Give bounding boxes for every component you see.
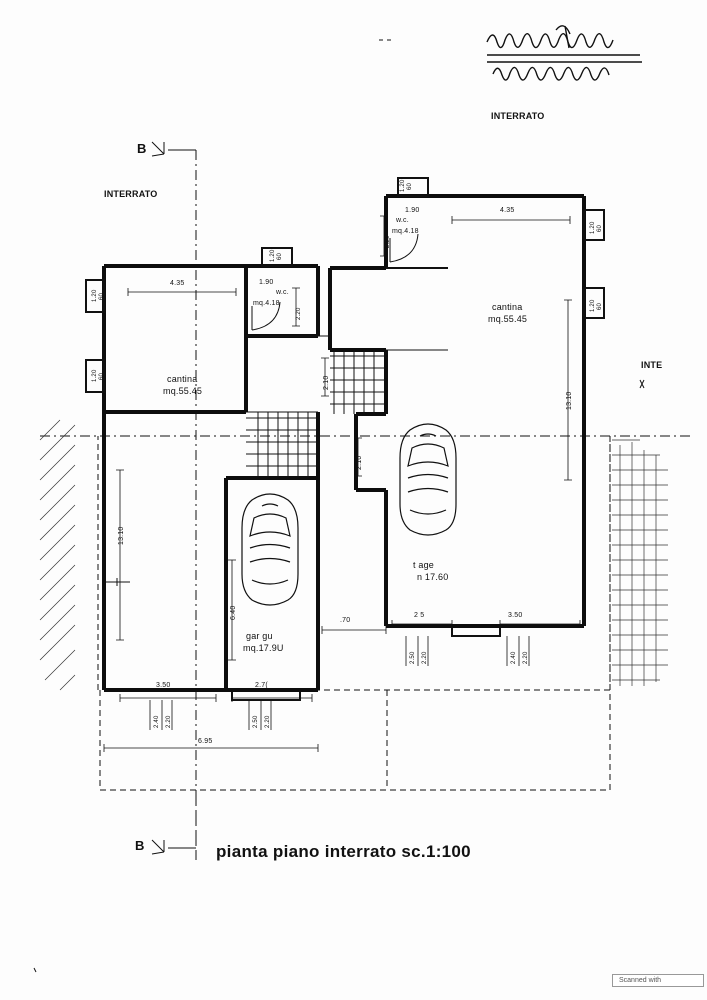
car-right-icon (400, 424, 456, 535)
dim-2-10-b: 2.10 (356, 455, 363, 470)
window-tag-2-w: 1.20 (92, 369, 98, 382)
room-area-cantina-right: mq.55.45 (488, 314, 528, 324)
dim-3-50-left: 3.50 (156, 682, 171, 689)
stairs-right (318, 336, 448, 414)
window-tag-3-h: 60 (277, 252, 283, 260)
window-tag-5-w: 1.20 (590, 221, 596, 234)
sill-2-20-c: 2.20 (422, 651, 428, 664)
sill-2-20-d: 2.20 (523, 651, 529, 664)
dim-6-40: 6.40 (230, 605, 237, 620)
section-mark-b-bottom: B (135, 838, 145, 853)
wc-right-name: w.c. (396, 217, 409, 224)
room-label-garage-left: gar gu (246, 631, 273, 641)
section-arrow-top (152, 142, 196, 156)
dim-13-10-right: 13.10 (566, 391, 573, 410)
header-scribble-icon (487, 26, 642, 80)
left-unit-walls (86, 266, 318, 690)
dim-2-20-a: 2.20 (296, 307, 302, 320)
room-label-garage-right: t age (413, 560, 435, 570)
window-tag-4-w: 1.20 (400, 179, 406, 192)
dim-4-35-right: 4.35 (500, 207, 515, 214)
dimension-lines (104, 216, 580, 752)
window-tag-4-h: 60 (407, 182, 413, 190)
wc-right-area: mq.4.18 (392, 228, 419, 235)
right-unit-walls (330, 178, 604, 626)
window-tag-5-h: 60 (597, 224, 603, 232)
drawing-title: pianta piano interrato sc.1:100 (216, 842, 471, 861)
dim-2-70: 2.7( (255, 682, 268, 689)
room-area-garage-left: mq.17.9U (243, 643, 284, 653)
dim-2-25: 2 5 (414, 612, 425, 619)
dim-13-10-left: 13.10 (118, 526, 125, 545)
room-area-garage-right: n 17.60 (417, 572, 449, 582)
section-mark-b-top: B (137, 141, 147, 156)
dim-6-95: 6.95 (198, 738, 213, 745)
zone-label-interrato-left: INTERRATO (104, 189, 158, 199)
window-tag-3-w: 1.20 (270, 249, 276, 262)
wc-right-width: 1.90 (405, 207, 420, 214)
room-label-cantina-right: cantina (492, 302, 523, 312)
window-tag-1-w: 1.20 (92, 289, 98, 302)
room-label-cantina-left: cantina (167, 374, 198, 384)
sill-2-40-b: 2.40 (511, 651, 517, 664)
zone-label-interrato-right: INTE (641, 360, 663, 370)
dim-4-35-left: 4.35 (170, 280, 185, 287)
window-tag-1-h: 60 (99, 292, 105, 300)
sill-2-40-a: 2.40 (154, 715, 160, 728)
section-arrow-bottom (152, 840, 196, 854)
sill-2-50-b: 2.50 (410, 651, 416, 664)
window-tag-2-h: 60 (99, 372, 105, 380)
dim-3-50-right: 3.50 (508, 612, 523, 619)
dim-0-70: .70 (340, 617, 351, 624)
zone-label-interrato-top: INTERRATO (491, 111, 545, 121)
sill-2-50-a: 2.50 (253, 715, 259, 728)
sill-2-20-b: 2.20 (265, 715, 271, 728)
dim-2-10-a: 2.10 (323, 375, 330, 390)
dim-2-20-b: 2.20 (385, 235, 391, 248)
bottom-tick-mark (34, 968, 36, 972)
wc-left-area: mq.4.18 (253, 300, 280, 307)
wc-left-width: 1.90 (259, 279, 274, 286)
sill-2-20-a: 2.20 (166, 715, 172, 728)
car-left-icon (242, 494, 298, 605)
room-area-cantina-left: mq.55.45 (163, 386, 203, 396)
wc-left-name: w.c. (276, 289, 289, 296)
stairs-left (246, 412, 318, 478)
scanned-with-badge: Scanned with (612, 974, 704, 987)
right-edge-mark (640, 380, 644, 388)
window-tag-6-h: 60 (597, 302, 603, 310)
window-tag-6-w: 1.20 (590, 299, 596, 312)
